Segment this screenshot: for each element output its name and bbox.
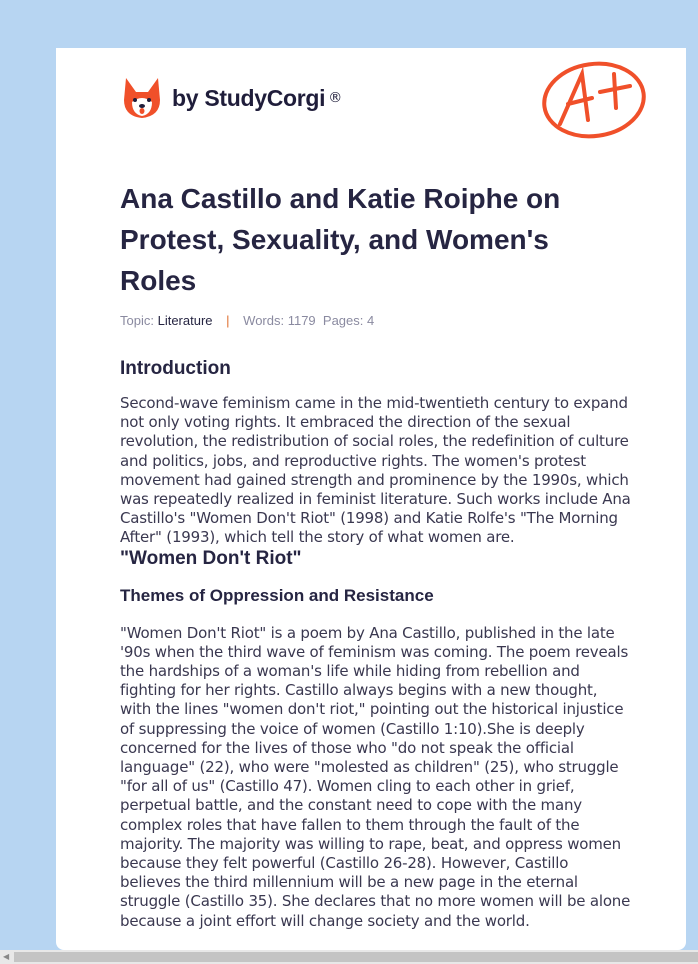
topic-link[interactable]: Literature: [157, 313, 213, 328]
scrollbar-thumb[interactable]: [14, 952, 698, 962]
brand-name: by StudyCorgi: [172, 84, 326, 111]
themes-heading: Themes of Oppression and Resistance: [120, 585, 434, 605]
scroll-left-arrow-icon[interactable]: ◀: [3, 952, 10, 961]
page-count: Pages: 4: [322, 313, 375, 328]
themes-text: "Women Don't Riot" is a poem by Ana Castillo, published in the late '90s when the third wave of feminism was coming. The poem reveals the hardships of a woman's life while hiding from rebellion and fighting for her rights. Castillo always begins with a new thought, with the lines "women don't riot," pointing out the historical injustice of suppressing the voice of women (Castillo 1:10).She is deeply concerned for the lives of those who "do not speak the official language" (22), who were "molested as children" (25), who struggle "for all of us" (Castillo 47). Women cling to each other in grief, perpetual battle, and the constant need to cope with the many complex roles that have fallen to them through the fault of the majority. The majority was willing to rape, beat, and oppress women because they felt powerful (Castillo 26-28). However, Castillo believes the third millennium will be a new page in the eternal struggle (Castillo 35). She declares that no more women will be alone because a joint effort will change society and the world.: [120, 623, 631, 930]
article: [120, 178, 632, 931]
meta-separator: |: [226, 313, 230, 328]
registered-mark: ®: [328, 90, 343, 106]
introduction-text: Second-wave feminism came in the mid-twentieth century to expand not only voting rights. It embraced the direction of the sexual revolution, the redistribution of social roles, the redefinition of culture and politics, jobs, and reproductive rights. The women's protest movement had gained strength and prominence by the 1990s, which was repeatedly realized in feminist literature. Such works include Ana Castillo's "Women Don't Riot" (1998) and Katie Rolfe's "The Morning After" (1993), which tell the story of what women are.: [120, 394, 631, 547]
women-dont-riot-heading: "Women Don't Riot": [120, 547, 302, 569]
horizontal-scrollbar[interactable]: [0, 950, 698, 964]
studycorgi-logo[interactable]: [122, 76, 342, 120]
corgi-icon: [122, 76, 162, 120]
introduction-heading: Introduction: [120, 358, 231, 379]
topic-label: Topic:: [120, 313, 154, 328]
word-count: Words: 1179: [243, 313, 316, 328]
document-card: [56, 48, 686, 950]
a-plus-grade-icon: [538, 58, 650, 144]
article-meta: [120, 313, 632, 328]
article-title: Ana Castillo and Katie Roiphe on Protest, Sexuality, and Women's Roles: [120, 183, 561, 296]
